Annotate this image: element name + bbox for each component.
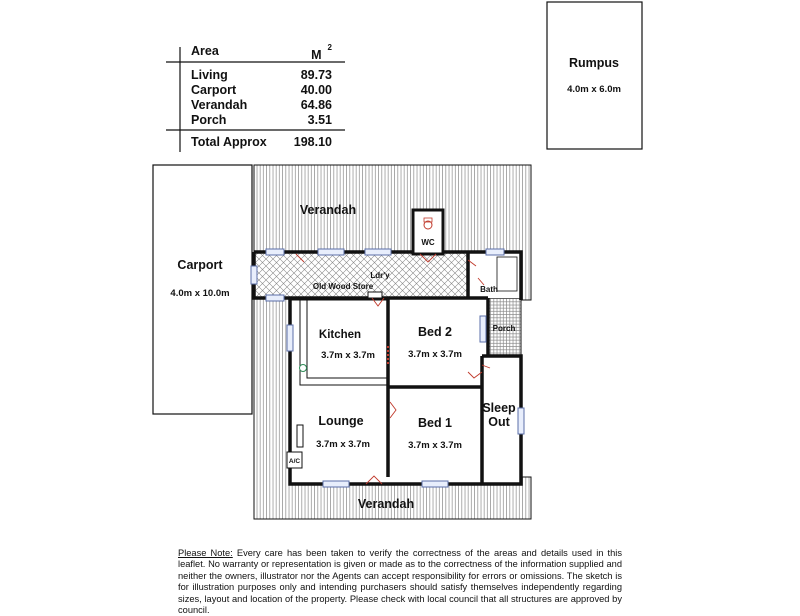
- lounge-label: Lounge: [318, 414, 364, 428]
- kitchen-label: Kitchen: [318, 329, 362, 341]
- verandah-top-label: Verandah: [299, 203, 357, 217]
- disclaimer-note: [178, 548, 622, 616]
- wood-store-label: Old Wood Store: [312, 282, 374, 291]
- area-header-label: Area: [191, 44, 219, 58]
- rumpus-size: 4.0m x 6.0m: [567, 84, 621, 95]
- bed1-size: 3.7m x 3.7m: [408, 440, 462, 451]
- bath-tub: [497, 257, 517, 291]
- bed2-size: 3.7m x 3.7m: [408, 349, 462, 360]
- area-table-lines: [166, 47, 345, 152]
- fireplace: [297, 425, 303, 447]
- carport-size: 4.0m x 10.0m: [170, 288, 230, 299]
- disclaimer-title: Please Note:: [178, 548, 233, 558]
- area-row-living: Living 89.73: [191, 68, 332, 83]
- bath-label: Bath: [480, 285, 498, 294]
- bed2-label: Bed 2: [417, 325, 453, 339]
- area-header-unit-sup: 2: [327, 43, 332, 52]
- sleepout-label-line1: Sleep: [482, 401, 516, 415]
- kitchen-sink-icon: [300, 365, 307, 372]
- lounge-size: 3.7m x 3.7m: [316, 439, 370, 450]
- rumpus-room: [547, 2, 642, 149]
- carport-label: Carport: [177, 258, 223, 272]
- area-row-porch: Porch 3.51: [191, 113, 332, 128]
- porch-label: Porch: [492, 324, 516, 333]
- carport: [153, 165, 252, 414]
- area-header-unit: $M^2$: [311, 43, 332, 63]
- ac-label: A/C: [288, 458, 301, 465]
- wc-label: WC: [421, 238, 435, 247]
- area-row-verandah: Verandah 64.86: [191, 98, 332, 113]
- wc-room: [413, 210, 443, 254]
- rumpus-label: Rumpus: [569, 56, 619, 70]
- verandah-bottom-label: Verandah: [357, 497, 415, 511]
- bed1-label: Bed 1: [417, 416, 453, 430]
- sleepout-label-line2: Out: [488, 415, 510, 429]
- area-row-total: Total Approx 198.10: [191, 135, 332, 150]
- area-row-carport: Carport 40.00: [191, 83, 332, 98]
- laundry-label: Ldr'y: [370, 271, 390, 280]
- disclaimer-text: Every care has been taken to verify the correctness of the areas and details used in this leaflet. No warranty or representation is given or made as to the correctness of the information supplied and neither the owners, illustrator nor the Agents can accept responsibility for errors or omissions. The sketch is for illustration purposes only and intending purchasers should satisfy themselves independently regarding sizes, layout and location of the property. Please check with local council that all structures are approved by council.: [178, 548, 623, 616]
- kitchen-size: 3.7m x 3.7m: [321, 350, 375, 361]
